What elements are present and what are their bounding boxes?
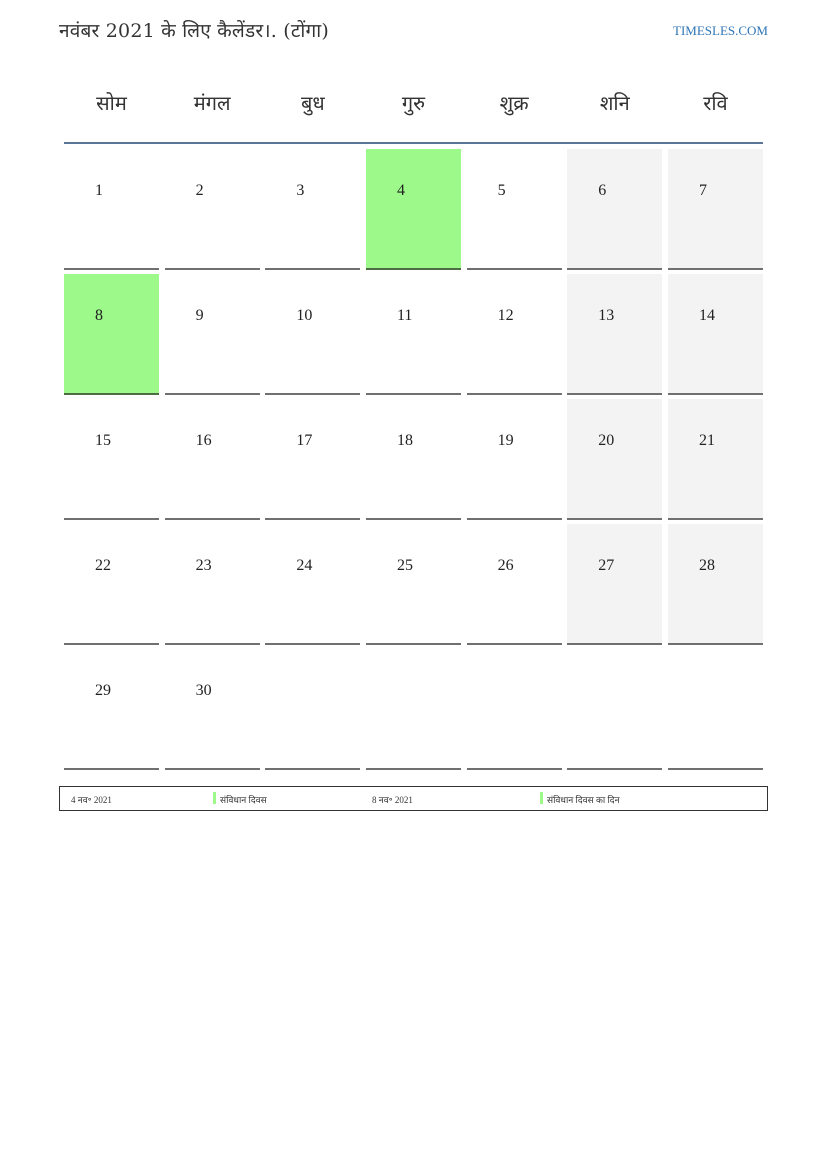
day-number: 8 [95,307,103,324]
day-cell [366,649,461,770]
day-number: 25 [396,557,413,574]
legend-holiday-name: संविधान दिवस [220,795,267,805]
holiday-swatch [213,792,216,804]
day-number: 26 [497,557,514,574]
day-number: 29 [95,682,111,699]
weekday-label: शुक्र [499,91,529,115]
day-cell[interactable] [567,524,662,645]
day-cell[interactable] [64,399,159,520]
weekday-label: शनि [599,91,630,115]
day-number: 2 [195,182,204,199]
day-cell[interactable] [668,524,763,645]
day-cell[interactable] [467,274,562,395]
holiday-swatch [540,792,543,804]
day-number: 18 [396,432,413,449]
day-number: 6 [598,182,607,199]
day-number: 4 [396,182,405,199]
day-cell[interactable] [567,399,662,520]
day-number: 12 [497,307,514,324]
weekday-header-row [64,84,763,142]
day-number: 7 [698,182,707,199]
day-cell[interactable] [467,524,562,645]
day-number: 14 [698,307,715,324]
day-cell[interactable] [265,274,360,395]
day-number: 5 [497,182,506,199]
day-number: 21 [698,432,715,449]
week-row [64,274,763,395]
weekday-label: गुरु [401,91,426,115]
day-cell[interactable] [668,274,763,395]
day-number: 1 [95,182,103,199]
page-title: नवंबर 2021 के लिए कैलेंडर।. (टोंगा) [59,20,329,42]
day-number: 24 [296,557,313,574]
day-number: 10 [296,307,313,324]
day-number: 9 [195,307,204,324]
week-row [64,149,763,270]
day-cell[interactable] [165,524,260,645]
day-cell[interactable] [64,149,159,270]
week-row [64,399,763,520]
day-number: 17 [296,432,313,449]
legend-date: 4 नव॰ 2021 [71,795,112,805]
day-cell[interactable] [668,149,763,270]
day-cell[interactable] [265,524,360,645]
day-cell[interactable] [64,274,159,395]
day-number: 19 [497,432,514,449]
day-cell[interactable] [366,399,461,520]
day-number: 30 [195,682,212,699]
day-number: 20 [598,432,615,449]
day-number: 16 [195,432,212,449]
day-number: 23 [195,557,212,574]
weekday-label: रवि [703,91,728,115]
day-cell[interactable] [165,149,260,270]
day-number: 3 [296,182,305,199]
day-cell[interactable] [467,399,562,520]
weekday-label: बुध [300,91,325,115]
week-row [64,524,763,645]
header-divider [64,142,763,144]
day-cell[interactable] [668,399,763,520]
day-cell [567,649,662,770]
day-number: 28 [698,557,715,574]
day-number: 13 [598,307,615,324]
calendar-grid [64,149,763,774]
day-cell[interactable] [366,524,461,645]
holiday-legend [59,786,768,811]
day-cell[interactable] [467,149,562,270]
weekday-label: सोम [96,91,127,115]
day-number: 27 [598,557,615,574]
day-number: 11 [396,307,413,324]
day-cell[interactable] [567,149,662,270]
week-row [64,649,763,770]
day-cell[interactable] [64,649,159,770]
day-cell[interactable] [165,649,260,770]
weekday-label: मंगल [193,91,231,115]
day-cell[interactable] [165,399,260,520]
site-link[interactable]: TIMESLES.COM [673,23,768,38]
day-cell[interactable] [64,524,159,645]
day-cell [265,649,360,770]
day-cell [467,649,562,770]
day-cell[interactable] [366,274,461,395]
legend-date: 8 नव॰ 2021 [372,795,413,805]
day-cell[interactable] [567,274,662,395]
day-cell[interactable] [165,274,260,395]
day-cell[interactable] [366,149,461,270]
day-cell [668,649,763,770]
day-cell[interactable] [265,149,360,270]
legend-holiday-name: संविधान दिवस का दिन [547,795,620,805]
day-cell[interactable] [265,399,360,520]
day-number: 22 [95,557,111,574]
day-number: 15 [95,432,111,449]
